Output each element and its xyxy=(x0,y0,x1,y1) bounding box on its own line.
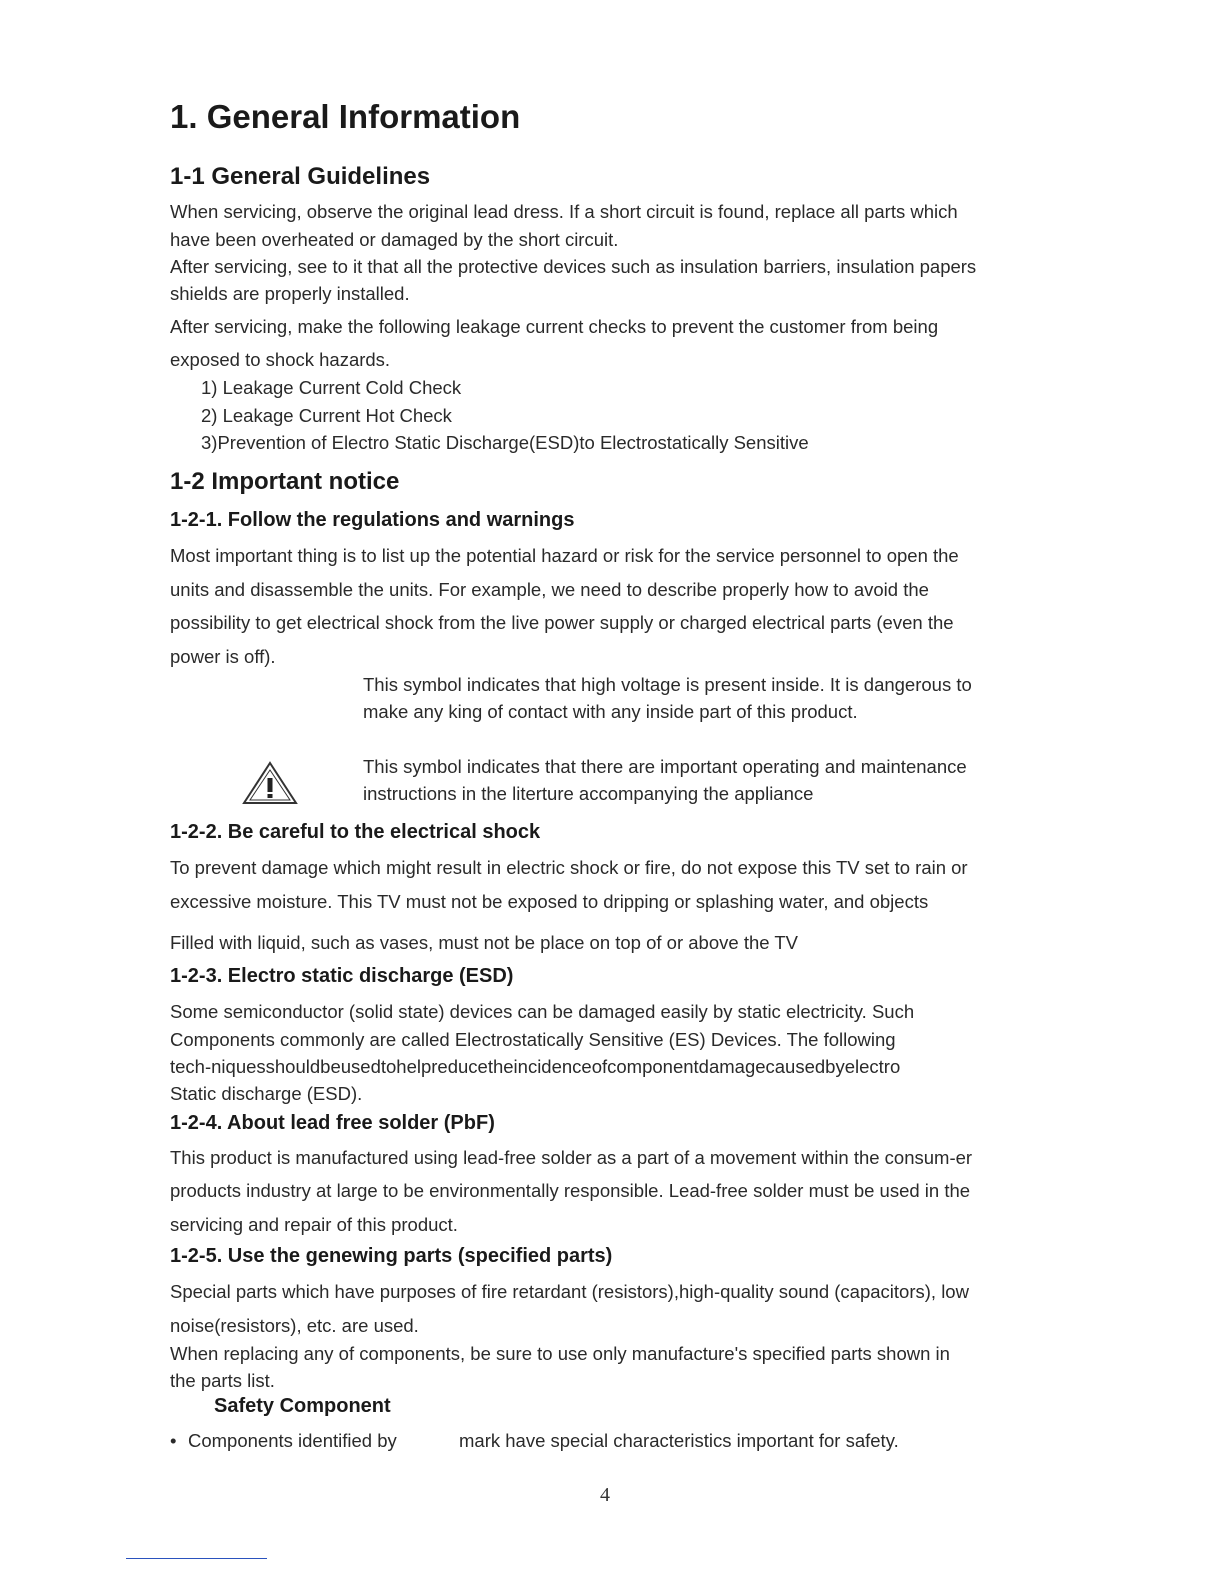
paragraph-line: excessive moisture. This TV must not be exposed to dripping or splashing water, and objects xyxy=(170,891,929,912)
subsection-specified-parts-heading: 1-2-5. Use the genewing parts (specified parts) xyxy=(170,1245,613,1267)
paragraph-line: After servicing, make the following leakage current checks to prevent the customer from being xyxy=(170,316,939,337)
high-voltage-symbol-text: This symbol indicates that high voltage is present inside. It is dangerous to xyxy=(363,674,972,695)
paragraph-line: possibility to get electrical shock from the live power supply or charged electrical parts (even the xyxy=(170,612,954,633)
caution-symbol-text: instructions in the literture accompanying the appliance xyxy=(363,783,814,804)
section-important-notice-heading: 1-2 Important notice xyxy=(170,468,400,495)
safety-component-heading: Safety Component xyxy=(214,1395,391,1417)
paragraph-line: Filled with liquid, such as vases, must not be place on top of or above the TV xyxy=(170,932,798,953)
section-general-guidelines-heading: 1-1 General Guidelines xyxy=(170,163,431,190)
paragraph-line: When replacing any of components, be sure to use only manufacture's specified parts shown in xyxy=(170,1343,950,1364)
paragraph-line: products industry at large to be environmentally responsible. Lead-free solder must be used in the xyxy=(170,1180,971,1201)
check-item: 1) Leakage Current Cold Check xyxy=(201,377,462,398)
paragraph-line: To prevent damage which might result in electric shock or fire, do not expose this TV set to rain or xyxy=(170,857,968,878)
subsection-regulations-heading: 1-2-1. Follow the regulations and warnings xyxy=(170,509,575,531)
bullet-text: mark have special characteristics important for safety. xyxy=(459,1430,899,1451)
paragraph-line: have been overheated or damaged by the short circuit. xyxy=(170,229,619,250)
paragraph-line: After servicing, see to it that all the protective devices such as insulation barriers, insulation papers xyxy=(170,256,977,277)
paragraph-line: Special parts which have purposes of fire retardant (resistors),high-quality sound (capacitors), low xyxy=(170,1281,969,1302)
check-item: 3)Prevention of Electro Static Discharge(ESD)to Electrostatically Sensitive xyxy=(201,432,809,453)
paragraph-line: tech-niquesshouldbeusedtohelpreducetheincidenceofcomponentdamagecausedbyelectro xyxy=(170,1056,901,1077)
high-voltage-symbol-text: make any king of contact with any inside part of this product. xyxy=(363,701,858,722)
paragraph-line: the parts list. xyxy=(170,1370,275,1391)
paragraph-line: Static discharge (ESD). xyxy=(170,1083,363,1104)
paragraph-line: exposed to shock hazards. xyxy=(170,349,391,370)
page-title: 1. General Information xyxy=(170,98,521,135)
paragraph-line: Some semiconductor (solid state) devices can be damaged easily by static electricity. Such xyxy=(170,1001,915,1022)
bullet-icon: • xyxy=(170,1430,177,1451)
check-item: 2) Leakage Current Hot Check xyxy=(201,405,452,426)
warning-triangle-icon xyxy=(240,759,300,809)
subsection-lead-free-heading: 1-2-4. About lead free solder (PbF) xyxy=(170,1112,495,1134)
paragraph-line: servicing and repair of this product. xyxy=(170,1214,458,1235)
subsection-esd-heading: 1-2-3. Electro static discharge (ESD) xyxy=(170,965,514,987)
paragraph-line: When servicing, observe the original lead dress. If a short circuit is found, replace all parts which xyxy=(170,201,958,222)
subsection-electrical-shock-heading: 1-2-2. Be careful to the electrical shock xyxy=(170,821,541,843)
caution-symbol-text: This symbol indicates that there are important operating and maintenance xyxy=(363,756,967,777)
bullet-text: Components identified by xyxy=(188,1430,397,1451)
page-number: 4 xyxy=(600,1484,610,1506)
paragraph-line: power is off). xyxy=(170,646,276,667)
paragraph-line: Most important thing is to list up the potential hazard or risk for the service personnel to open the xyxy=(170,545,959,566)
paragraph-line: units and disassemble the units. For example, we need to describe properly how to avoid the xyxy=(170,579,929,600)
paragraph-line: Components commonly are called Electrostatically Sensitive (ES) Devices. The following xyxy=(170,1029,896,1050)
paragraph-line: shields are properly installed. xyxy=(170,283,410,304)
paragraph-line: This product is manufactured using lead-free solder as a part of a movement within the consum-er xyxy=(170,1147,973,1168)
footer-rule xyxy=(126,1558,267,1559)
paragraph-line: noise(resistors), etc. are used. xyxy=(170,1315,419,1336)
